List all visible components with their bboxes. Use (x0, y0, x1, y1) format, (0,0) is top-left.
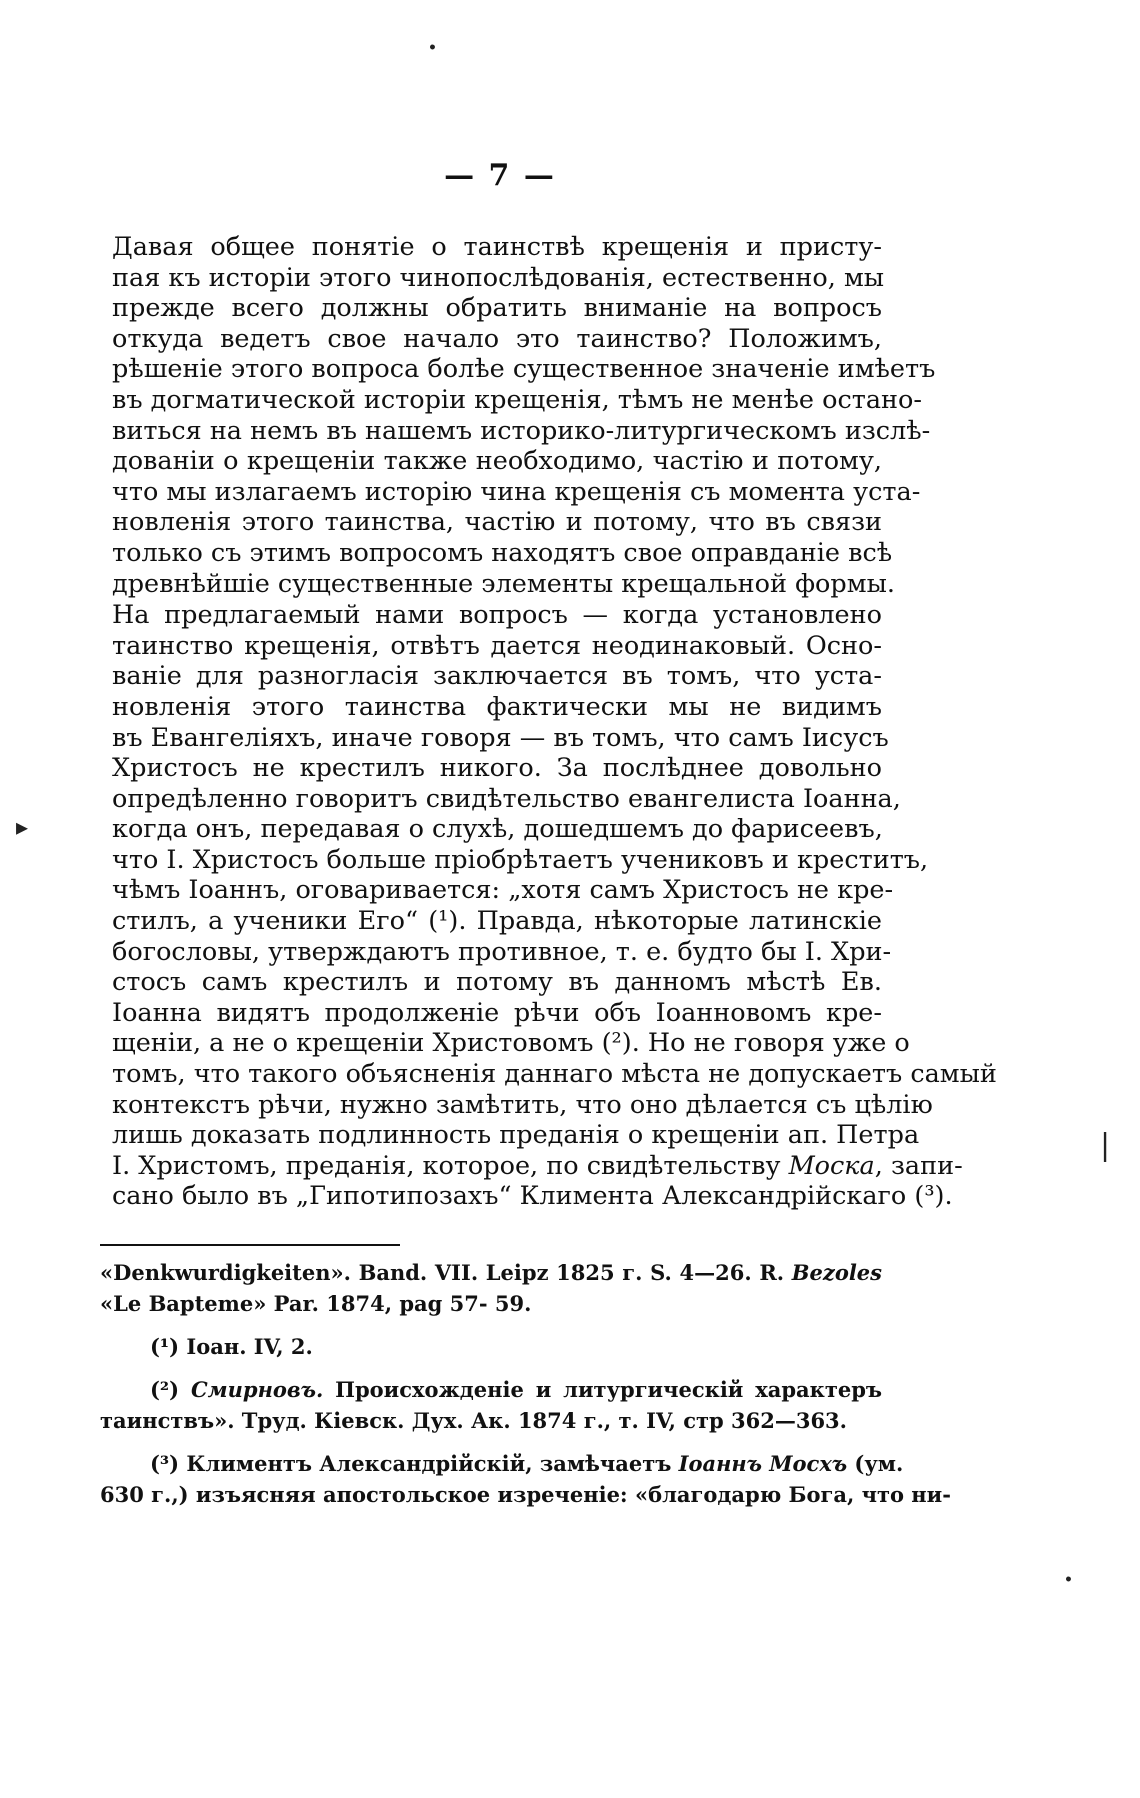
scan-mark: | (1100, 1128, 1111, 1163)
scan-speck: • (428, 40, 437, 56)
body-text (112, 232, 997, 1212)
text-line: опредѣленно говоритъ свидѣтельство евангелиста Іоанна, (112, 783, 901, 814)
text-line: что мы излагаемъ исторію чина крещенія съ момента уста- (112, 476, 921, 507)
text-segment: Происхожденіе и литургическій характеръ (323, 1377, 882, 1402)
text-line: что І. Христосъ больше пріобрѣтаетъ учениковъ и креститъ, (112, 844, 929, 875)
text-line: ваніе для разногласія заключается въ томъ, что уста- (112, 661, 882, 692)
text-line: таинство крещенія, отвѣтъ дается неодинаковый. Осно- (112, 630, 882, 661)
footnote-line: «Le Bapteme» Par. 1874, pag 57- 59. (100, 1291, 532, 1316)
text-segment: Климентъ Александрійскій, замѣчаетъ (186, 1451, 679, 1476)
text-line: въ догматической исторіи крещенія, тѣмъ не менѣе остано- (112, 384, 923, 415)
text-line: лишь доказать подлинность преданія о крещеніи ап. Петра (112, 1120, 920, 1151)
footnote-2 (100, 1374, 882, 1405)
text-line: стосъ самъ крестилъ и потому въ данномъ мѣстѣ Ев. (112, 967, 882, 998)
text-line: контекстъ рѣчи, нужно замѣтить, что оно дѣлается съ цѣлію (112, 1089, 933, 1120)
text-line: сано было въ „Гипотипозахъ“ Климента Александрійскаго (³). (112, 1181, 953, 1212)
footnote-3 (100, 1448, 904, 1479)
author-name: Іоаннъ Мосхъ (678, 1451, 848, 1476)
author-name: Bezoles (791, 1260, 882, 1285)
footnote-line (100, 1257, 882, 1288)
text-line: только съ этимъ вопросомъ находятъ свое оправданіе всѣ (112, 537, 893, 568)
text-line: Іоанна видятъ продолженіе рѣчи объ Іоанновомъ кре- (112, 997, 882, 1028)
text-line: томъ, что такого объясненія даннаго мѣста не допускаетъ самый (112, 1059, 997, 1090)
scan-speck: • (1064, 1572, 1073, 1588)
text-line: новленія этого таинства, частію и потому, что въ связи (112, 507, 882, 538)
text-line: откуда ведетъ свое начало это таинство? Положимъ, (112, 323, 882, 354)
footnote-line: таинствъ». Труд. Кіевск. Дух. Ак. 1874 г., т. IV, стр 362—363. (100, 1408, 847, 1433)
text-line: богословы, утверждаютъ противное, т. е. будто бы І. Хри- (112, 936, 892, 967)
text-line: Давая общее понятіе о таинствѣ крещенія и присту- (112, 232, 882, 262)
text-segment: «Denkwurdigkeiten». Band. VII. Leipz 1825 г. S. 4—26. R. (100, 1260, 792, 1285)
page-number: — 7 — (444, 158, 556, 193)
paragraph-1 (112, 232, 936, 599)
footnote-divider (100, 1244, 400, 1246)
text-line: пая къ исторіи этого чинопослѣдованія, естественно, мы (112, 262, 885, 293)
text-line: щеніи, а не о крещеніи Христовомъ (²). Но не говоря уже о (112, 1028, 910, 1059)
footnotes (100, 1257, 951, 1510)
scan-mark: ▸ (16, 812, 29, 841)
text-line: Христосъ не крестилъ никого. За послѣднее довольно (112, 753, 882, 784)
text-line: стилъ, а ученики Его“ (¹). Правда, нѣкоторые латинскіе (112, 906, 882, 937)
paragraph-2 (112, 600, 997, 1212)
footnote-line: 630 г.,) изъясняя апостольское изреченіе: «благодарю Бога, что ни- (100, 1482, 951, 1507)
footnote-1: (¹) Іоан. IV, 2. (150, 1334, 313, 1359)
text-segment: (²) (150, 1377, 191, 1402)
text-line: виться на немъ въ нашемъ историко-литургическомъ изслѣ- (112, 415, 931, 446)
text-segment: , запи- (874, 1150, 963, 1181)
text-segment: І. Христомъ, преданія, которое, по свидѣтельству (112, 1150, 789, 1181)
text-line: На предлагаемый нами вопросъ — когда установлено (112, 600, 882, 631)
text-line: чѣмъ Іоаннъ, оговаривается: „хотя самъ Христосъ не кре- (112, 875, 894, 906)
text-segment: (³) (150, 1451, 187, 1476)
text-line: рѣшеніе этого вопроса болѣе существенное значеніе имѣетъ (112, 354, 936, 385)
author-name: Смирновъ. (190, 1377, 324, 1402)
text-segment: (ум. (847, 1451, 904, 1476)
author-name: Моска (788, 1150, 875, 1181)
text-line: новленія этого таинства фактически мы не видимъ (112, 691, 882, 722)
text-line: древнѣйшіе существенные элементы крещальной формы. (112, 568, 895, 599)
text-line (112, 1150, 963, 1182)
text-line: дованіи о крещеніи также необходимо, частію и потому, (112, 446, 882, 477)
text-line: когда онъ, передавая о слухѣ, дошедшемъ до фарисеевъ, (112, 814, 883, 845)
text-line: прежде всего должны обратить вниманіе на вопросъ (112, 293, 882, 324)
text-line: въ Евангеліяхъ, иначе говоря — въ томъ, что самъ Іисусъ (112, 722, 889, 753)
